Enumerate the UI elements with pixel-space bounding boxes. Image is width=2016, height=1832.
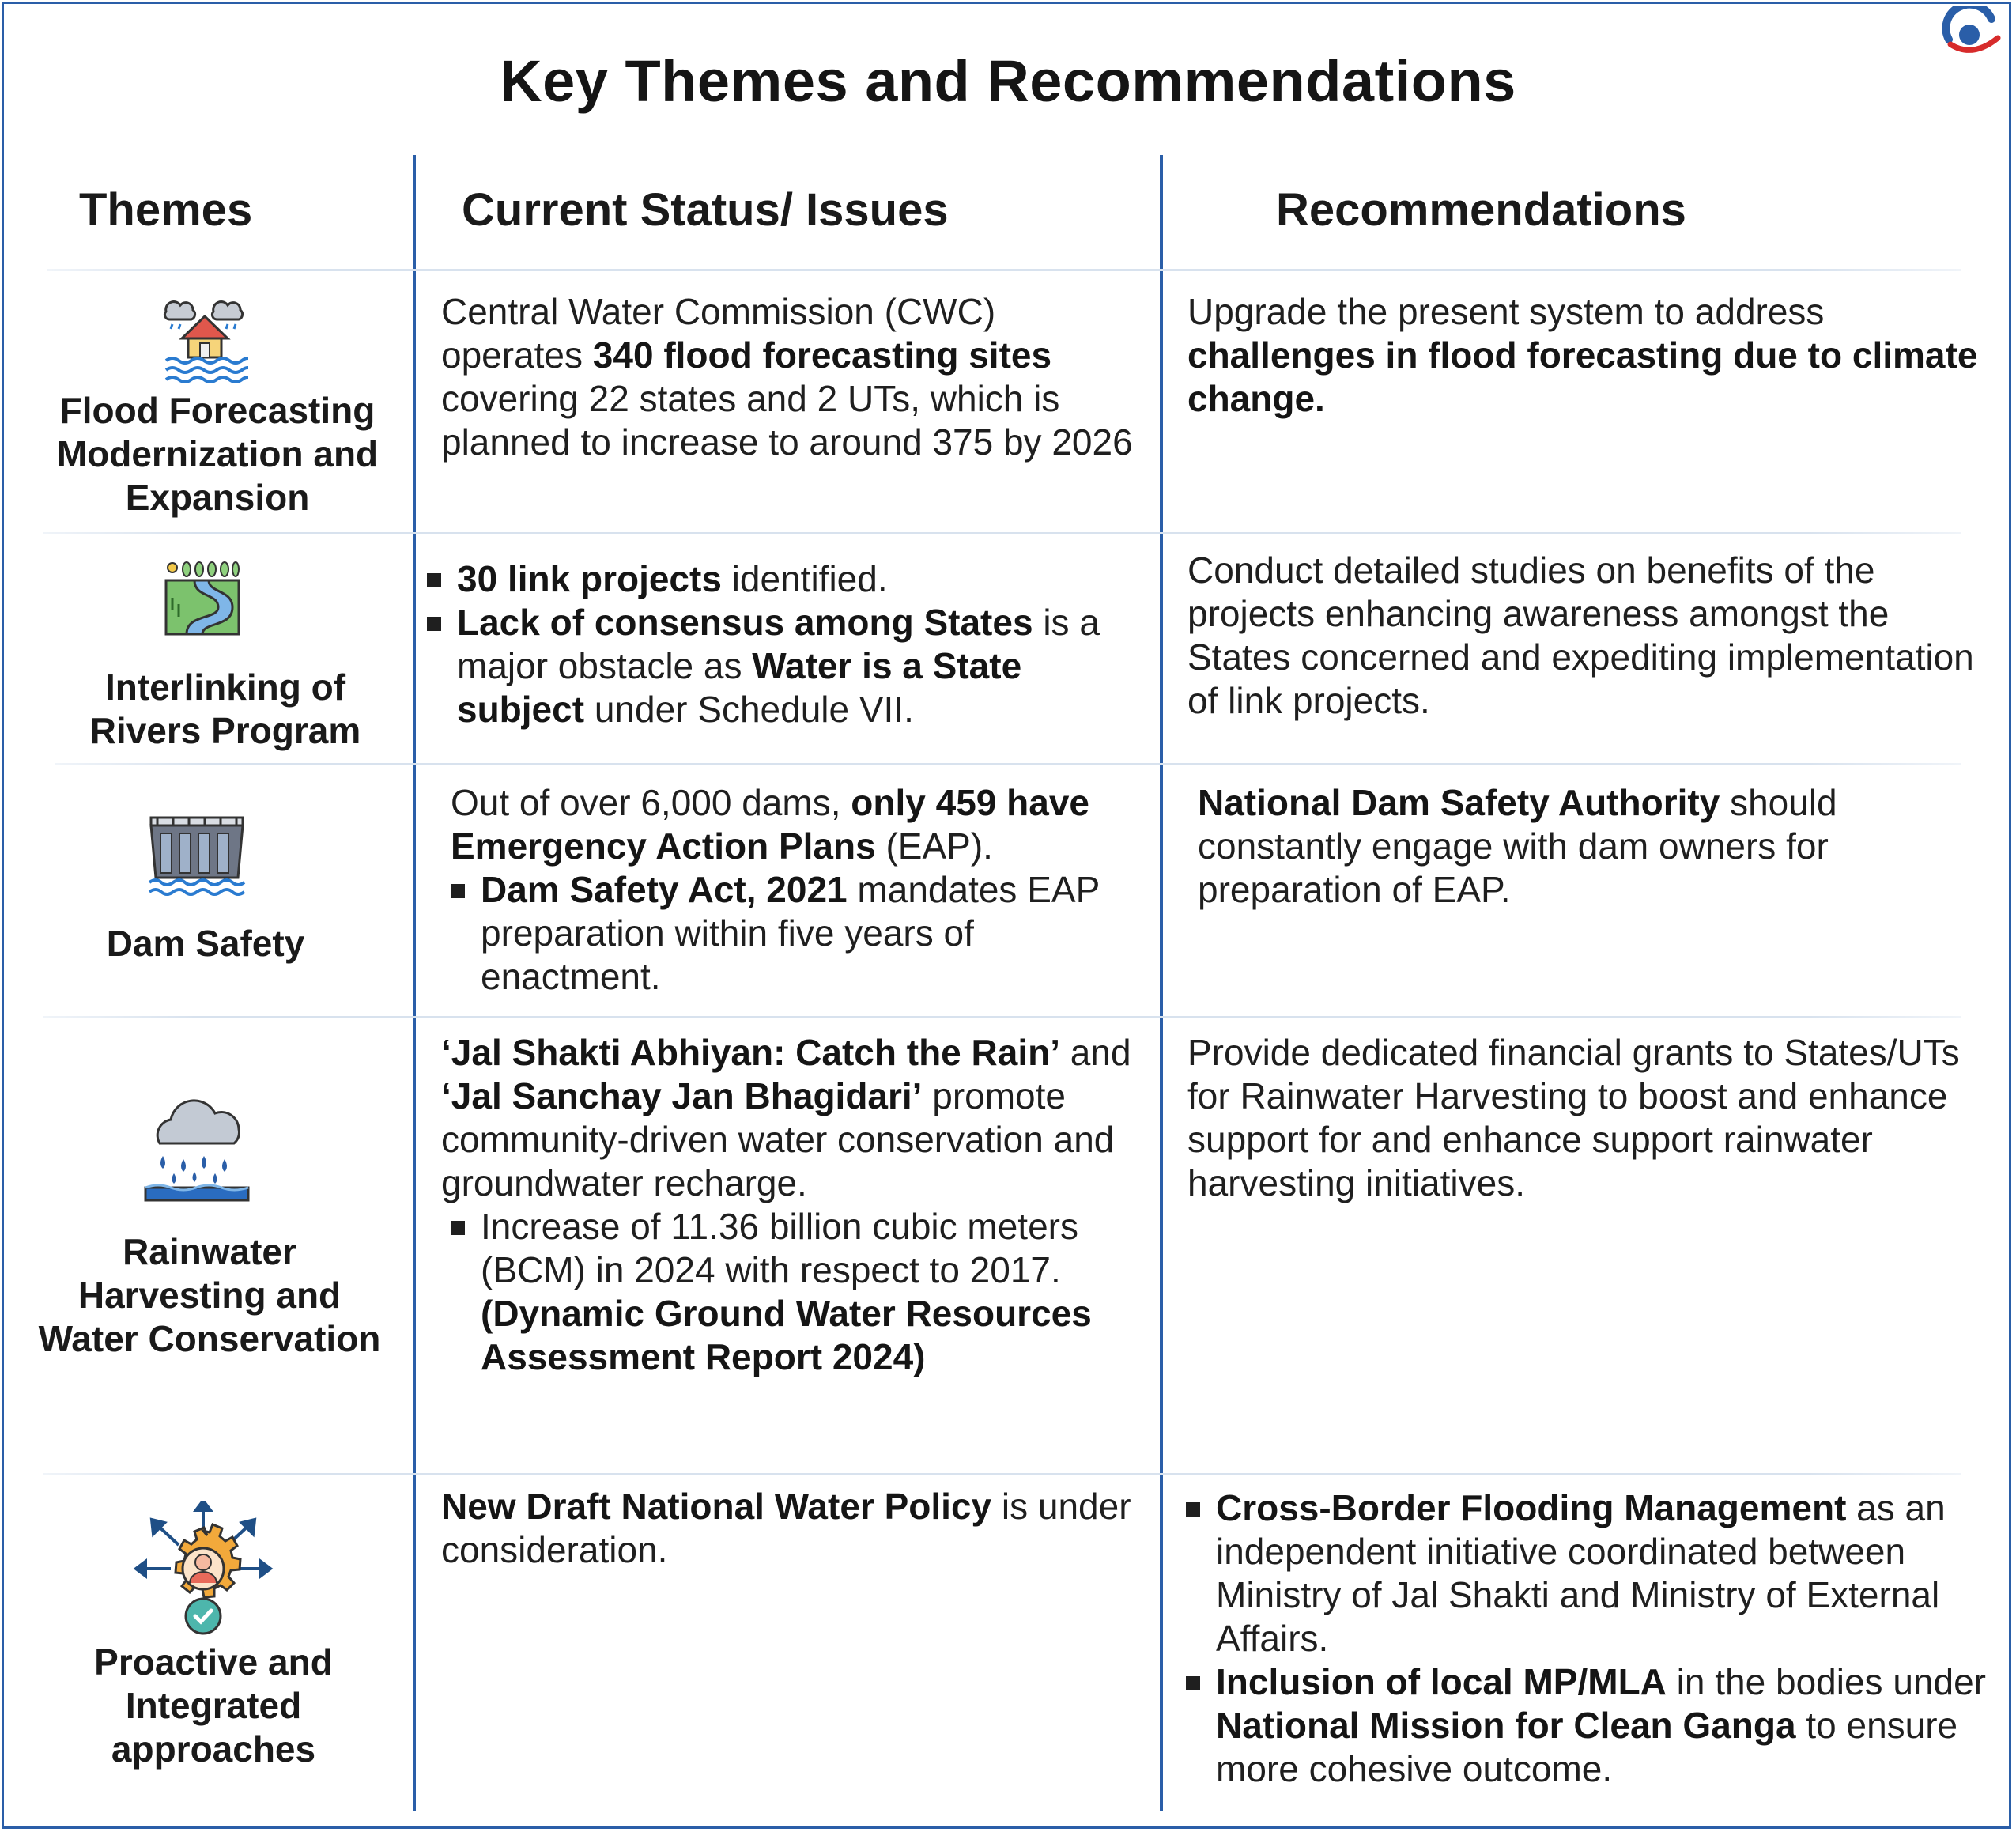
theme-label: Rainwater Harvesting and Water Conservation — [38, 1231, 381, 1359]
row-divider — [43, 1016, 1961, 1018]
theme-label: Dam Safety — [106, 923, 305, 964]
list-item: 30 link projects identified. — [427, 557, 1146, 601]
column-divider — [1160, 155, 1163, 1811]
flood-house-icon — [161, 294, 248, 383]
status-cell: New Draft National Water Policy is under consideration. — [441, 1486, 1131, 1570]
list-item: Cross-Border Flooding Management as an independent initiative coordinated between Ministry of Jal Shakti and Ministry of External Affairs. — [1186, 1486, 1992, 1660]
status-cell: Out of over 6,000 dams, only 459 have Emergency Action Plans (EAP). Dam Safety Act, 2021 mandates EAP preparation within five years of enactment. — [451, 781, 1146, 999]
rain-cloud-icon — [142, 1094, 251, 1203]
status-cell: Central Water Commission (CWC) operates 340 flood forecasting sites covering 22 states and 2 UTs, which is planned to increase to around 375 by 2026 — [441, 291, 1133, 463]
recommendation-cell: National Dam Safety Authority should constantly engage with dam owners for preparation of EAP. — [1198, 782, 1837, 910]
column-divider — [413, 155, 416, 1811]
row-divider — [43, 1473, 1961, 1475]
theme-label: Interlinking of Rivers Program — [89, 667, 361, 751]
header-current-status: Current Status/ Issues — [462, 184, 949, 236]
header-recommendations: Recommendations — [1276, 184, 1686, 236]
list-item: Dam Safety Act, 2021 mandates EAP preparation within five years of enactment. — [451, 868, 1146, 999]
status-cell: ‘Jal Shakti Abhiyan: Catch the Rain’ and ‘Jal Sanchay Jan Bhagidari’ promote community-driven water conservation and groundwater recharge. Increase of 11.36 billion cubic meters (BCM) in 2024 with respect to 2017. (Dynamic Ground Water Resources Assessment Report 2024) — [441, 1031, 1153, 1379]
list-item: Inclusion of local MP/MLA in the bodies under National Mission for Clean Ganga to ensure more cohesive outcome. — [1186, 1660, 1992, 1791]
river-link-icon — [163, 558, 242, 637]
list-item: Lack of consensus among States is a major obstacle as Water is a State subject under Schedule VII. — [427, 601, 1146, 731]
theme-label: Proactive and Integrated approaches — [94, 1641, 333, 1770]
row-divider — [55, 763, 1961, 765]
recommendation-cell: Provide dedicated financial grants to States/UTs for Rainwater Harvesting to boost and enhance support for and enhance support rainwater harvesting initiatives. — [1187, 1032, 1960, 1203]
row-divider — [47, 269, 1961, 271]
header-themes: Themes — [79, 184, 253, 236]
recommendation-cell — [1186, 1486, 1992, 1791]
list-item: Increase of 11.36 billion cubic meters (BCM) in 2024 with respect to 2017. (Dynamic Ground Water Resources Assessment Report 2024) — [451, 1205, 1153, 1379]
row-divider — [43, 532, 1961, 534]
page-title: Key Themes and Recommendations — [500, 48, 1516, 114]
status-cell — [427, 557, 1146, 731]
theme-label: Flood Forecasting Modernization and Expansion — [56, 390, 379, 518]
dam-icon — [146, 813, 247, 898]
gear-person-icon — [133, 1501, 274, 1640]
recommendation-cell: Upgrade the present system to address challenges in flood forecasting due to climate change. — [1187, 291, 1978, 419]
recommendation-cell: Conduct detailed studies on benefits of the projects enhancing awareness amongst the States concerned and expediting implementation of link projects. — [1187, 550, 1974, 721]
